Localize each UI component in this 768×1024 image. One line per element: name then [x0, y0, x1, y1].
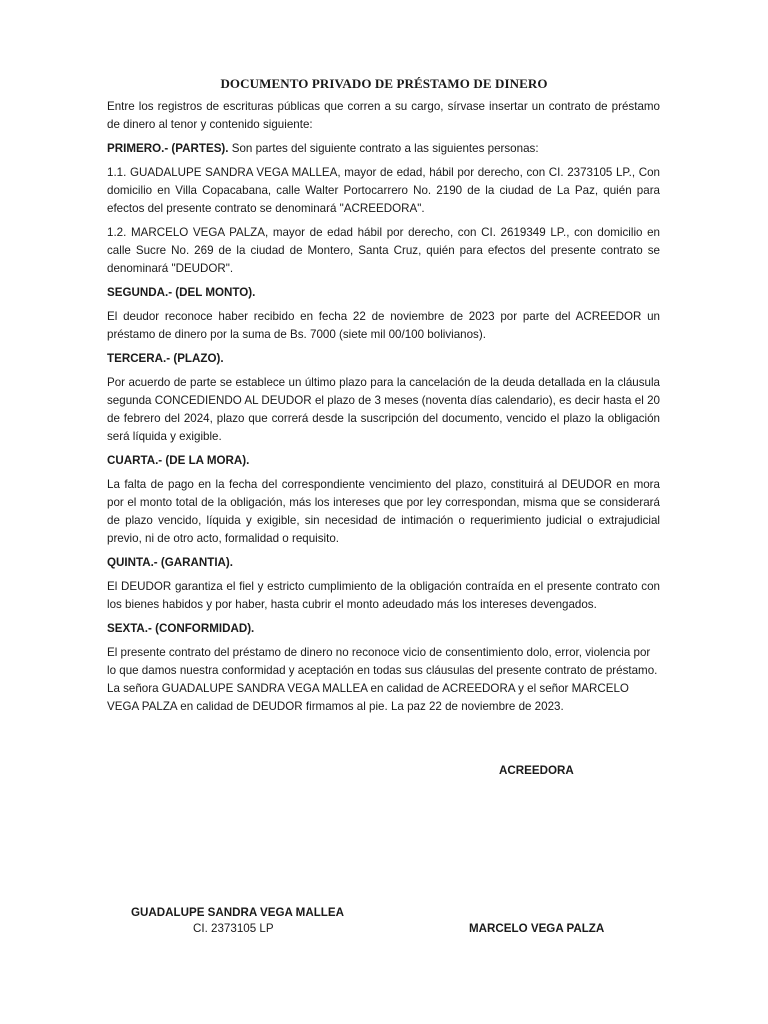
document-body — [107, 98, 660, 722]
clause-primero — [107, 140, 660, 158]
party-acreedora-paragraph: 1.1. GUADALUPE SANDRA VEGA MALLEA, mayor de edad, hábil por derecho, con CI. 2373105 LP., Con domicilio en Villa Copacabana, calle Walter Portocarrero No. 2190 de la ciudad de La Paz, quién para efectos del presente contrato se denominará "ACREEDORA". — [107, 166, 660, 215]
acreedora-signature-name: GUADALUPE SANDRA VEGA MALLEA — [131, 906, 344, 919]
clause-sexta-heading: SEXTA.- (CONFORMIDAD). — [107, 622, 255, 635]
clause-tercera-text: Por acuerdo de parte se establece un último plazo para la cancelación de la deuda detallada en la cláusula segunda CONCEDIENDO AL DEUDOR el plazo de 3 meses (noventa días calendario), es decir hasta el 20 de febrero del 2024, plazo que correrá desde la suscripción del documento, vencido el plazo la obligación será líquida y exigible. — [107, 376, 660, 443]
acreedora-signature-ci: CI. 2373105 LP — [193, 922, 274, 935]
acreedora-label: ACREEDORA — [499, 764, 574, 777]
clause-segunda-text: El deudor reconoce haber recibido en fecha 22 de noviembre de 2023 por parte del ACREEDOR un préstamo de dinero por la suma de Bs. 7000 (siete mil 00/100 bolivianos). — [107, 310, 660, 341]
clause-primero-text: Son partes del siguiente contrato a las siguientes personas: — [228, 142, 539, 155]
clause-sexta-text: El presente contrato del préstamo de dinero no reconoce vicio de consentimiento dolo, error, violencia por lo que damos nuestra conformidad y aceptación en todas sus cláusulas del presente contrato de préstamo. La señora GUADALUPE SANDRA VEGA MALLEA en calidad de ACREEDORA y el señor MARCELO VEGA PALZA en calidad de DEUDOR firmamos al pie. La paz 22 de noviembre de 2023. — [107, 646, 658, 713]
document-title: DOCUMENTO PRIVADO DE PRÉSTAMO DE DINERO — [220, 76, 548, 91]
deudor-signature-name: MARCELO VEGA PALZA — [469, 922, 605, 935]
intro-paragraph: Entre los registros de escrituras públicas que corren a su cargo, sírvase insertar un contrato de préstamo de dinero al tenor y contenido siguiente: — [107, 100, 660, 131]
clause-cuarta-heading: CUARTA.- (DE LA MORA). — [107, 454, 250, 467]
clause-tercera-heading: TERCERA.- (PLAZO). — [107, 352, 224, 365]
clause-quinta-heading: QUINTA.- (GARANTIA). — [107, 556, 234, 569]
clause-cuarta-text: La falta de pago en la fecha del correspondiente vencimiento del plazo, constituirá al DEUDOR en mora por el monto total de la obligación, más los intereses que por ley correspondan, misma que se considerará de plazo vencido, líquida y exigible, sin necesidad de intimación o requerimiento judicial o extrajudicial previo, ni de otro acto, formalidad o requisito. — [107, 478, 660, 545]
clause-primero-heading: PRIMERO.- (PARTES). — [107, 142, 229, 155]
party-deudor-paragraph: 1.2. MARCELO VEGA PALZA, mayor de edad hábil por derecho, con CI. 2619349 LP., con domicilio en calle Sucre No. 269 de la ciudad de Montero, Santa Cruz, quién para efectos del presente contrato se denominará "DEUDOR". — [107, 226, 660, 275]
clause-segunda-heading: SEGUNDA.- (DEL MONTO). — [107, 286, 256, 299]
clause-quinta-text: El DEUDOR garantiza el fiel y estricto cumplimiento de la obligación contraída en el presente contrato con los bienes habidos y por haber, hasta cubrir el monto adeudado más los intereses devengados. — [107, 580, 660, 611]
